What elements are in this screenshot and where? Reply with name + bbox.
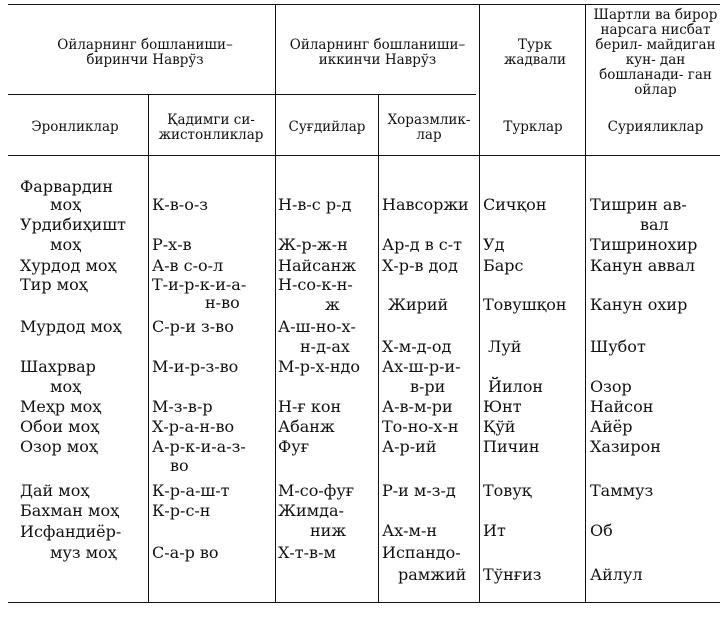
- cell-sijistani-month: во: [170, 456, 189, 475]
- cell-sogdian-month: Х-т-в-м: [278, 543, 336, 562]
- cell-iranian-month: Урдибиҳишт: [20, 215, 127, 234]
- rule-header-bottom: [8, 155, 720, 156]
- cell-sogdian-month: Абанж: [278, 417, 335, 436]
- cell-turkic-month: Луй: [488, 337, 522, 356]
- vline-5: [585, 4, 586, 602]
- cell-sogdian-month: Н-ғ кон: [278, 397, 342, 416]
- cell-sogdian-month: ниж: [310, 521, 347, 540]
- cell-syrian-month: Канун охир: [590, 295, 688, 314]
- cell-iranian-month: Мурдод моҳ: [20, 317, 122, 336]
- cell-sijistani-month: С-а-р во: [152, 543, 219, 562]
- cell-iranian-month: Дай моҳ: [20, 481, 90, 500]
- cell-iranian-month: Меҳр моҳ: [20, 397, 102, 416]
- cell-syrian-month: Айлул: [590, 565, 643, 584]
- vline-2: [275, 4, 276, 602]
- cell-turkic-month: Пичин: [483, 437, 540, 456]
- cell-sijistani-month: Х-р-а-н-во: [152, 417, 235, 436]
- cell-iranian-month: Фарвардин: [20, 177, 114, 196]
- cell-syrian-month: Тишрин ав-: [590, 195, 687, 214]
- header-turk-table: Турк жадвали: [503, 36, 566, 68]
- cell-sogdian-month: Фуғ: [278, 437, 310, 456]
- cell-turkic-month: Барс: [483, 256, 524, 275]
- cell-khorezmian-month: Р-и м-з-д: [382, 481, 456, 500]
- cell-turkic-month: Йилон: [488, 377, 544, 396]
- cell-syrian-month: Шубот: [590, 337, 646, 356]
- vline-4: [479, 4, 480, 602]
- cell-iranian-month: муз моҳ: [50, 543, 117, 562]
- cell-sogdian-month: Ж-р-ж-н: [278, 235, 348, 254]
- cell-sijistani-month: М-и-р-з-во: [152, 357, 239, 376]
- cell-sijistani-month: К-р-а-ш-т: [152, 481, 230, 500]
- cell-iranian-month: Хурдод моҳ: [20, 256, 117, 275]
- cell-syrian-month: Айёр: [590, 417, 633, 436]
- cell-khorezmian-month: Ах-ш-р-и-: [382, 357, 461, 376]
- header-first-navruz: Ойларнинг бошланиши– биринчи Наврўз: [57, 36, 233, 68]
- header-khorezmians: Хоразмлик- лар: [387, 111, 471, 143]
- cell-iranian-month: Тир моҳ: [20, 275, 88, 294]
- cell-sijistani-month: М-з-в-р: [152, 397, 213, 416]
- header-sijistanians: Қадимги си- жистонликлар: [158, 111, 264, 143]
- cell-sijistani-month: С-р-и з-во: [152, 317, 234, 336]
- cell-turkic-month: Тўнғиз: [483, 565, 542, 584]
- cell-iranian-month: Исфандиёр-: [20, 522, 122, 541]
- rule-group: [8, 94, 476, 95]
- cell-sogdian-month: ж: [325, 295, 340, 314]
- cell-turkic-month: Қўй: [483, 417, 516, 436]
- cell-khorezmian-month: Х-р-в дод: [382, 256, 458, 275]
- cell-khorezmian-month: Навсоржи: [382, 195, 469, 214]
- vline-3: [378, 94, 379, 602]
- cell-sijistani-month: н-во: [205, 293, 240, 312]
- cell-khorezmian-month: рамжий: [398, 565, 467, 584]
- cell-turkic-month: Уд: [483, 235, 505, 254]
- header-turks: Турклар: [503, 119, 563, 135]
- cell-syrian-month: Тишринохир: [590, 235, 698, 254]
- cell-khorezmian-month: Жирий: [388, 295, 449, 314]
- cell-sijistani-month: А-в с-о-л: [152, 256, 224, 275]
- cell-khorezmian-month: Ар-д в с-т: [382, 235, 463, 254]
- cell-iranian-month: Шахрвар: [20, 357, 96, 376]
- cell-syrian-month: Хазирон: [590, 437, 661, 456]
- header-sogdians: Суғдийлар: [288, 119, 366, 135]
- cell-khorezmian-month: Ах-м-н: [382, 521, 438, 540]
- cell-sogdian-month: М-со-фуғ: [278, 481, 355, 500]
- cell-khorezmian-month: в-ри: [410, 377, 446, 396]
- cell-sijistani-month: А-р-к-и-а-з-: [152, 437, 246, 456]
- cell-sijistani-month: Т-и-р-к-и-а-: [152, 275, 247, 294]
- header-syrians: Сурияликлар: [607, 119, 704, 135]
- rule-bottom: [8, 602, 720, 603]
- cell-sogdian-month: Жимда-: [278, 501, 344, 520]
- cell-syrian-month: вал: [640, 215, 669, 234]
- cell-iranian-month: моҳ: [50, 377, 82, 396]
- cell-syrian-month: Озор: [590, 377, 632, 396]
- cell-sogdian-month: Н-со-к-н-: [278, 275, 353, 294]
- cell-sogdian-month: М-р-х-ндо: [278, 357, 361, 376]
- cell-turkic-month: Юнт: [483, 397, 522, 416]
- cell-turkic-month: Сичқон: [483, 195, 547, 214]
- cell-iranian-month: моҳ: [50, 235, 82, 254]
- cell-sogdian-month: Найсанж: [278, 256, 357, 275]
- header-conditional-months: Шартли ва бирор нарсага нисбат берил- майдиган кун- дан бошланади- ган ойлар: [593, 7, 718, 98]
- cell-khorezmian-month: То-но-х-н: [382, 417, 459, 436]
- header-second-navruz: Ойларнинг бошланиши– иккинчи Наврўз: [289, 36, 466, 68]
- cell-sijistani-month: Р-х-в: [152, 235, 192, 254]
- cell-turkic-month: Ит: [483, 521, 506, 540]
- cell-sogdian-month: А-ш-но-х-: [278, 317, 356, 336]
- cell-syrian-month: Об: [590, 521, 613, 540]
- cell-sogdian-month: Н-в-с р-д: [278, 195, 352, 214]
- header-iranians: Эронликлар: [31, 119, 119, 135]
- cell-khorezmian-month: Х-м-д-од: [382, 337, 452, 356]
- vline-1: [148, 94, 149, 602]
- cell-iranian-month: Обои моҳ: [20, 417, 100, 436]
- cell-sijistani-month: К-р-с-н: [152, 501, 211, 520]
- cell-khorezmian-month: А-в-м-ри: [382, 397, 453, 416]
- cell-khorezmian-month: А-р-ий: [382, 437, 437, 456]
- cell-iranian-month: Бахман моҳ: [20, 501, 120, 520]
- cell-khorezmian-month: Испандо-: [382, 543, 461, 562]
- cell-sogdian-month: н-д-ах: [300, 337, 350, 356]
- cell-syrian-month: Канун аввал: [590, 256, 696, 275]
- cell-turkic-month: Товушқон: [483, 295, 567, 314]
- cell-turkic-month: Товуқ: [483, 481, 532, 500]
- cell-iranian-month: моҳ: [50, 195, 82, 214]
- cell-iranian-month: Озор моҳ: [20, 437, 98, 456]
- cell-sijistani-month: К-в-о-з: [152, 195, 208, 214]
- cell-syrian-month: Найсон: [590, 397, 654, 416]
- cell-syrian-month: Таммуз: [590, 481, 654, 500]
